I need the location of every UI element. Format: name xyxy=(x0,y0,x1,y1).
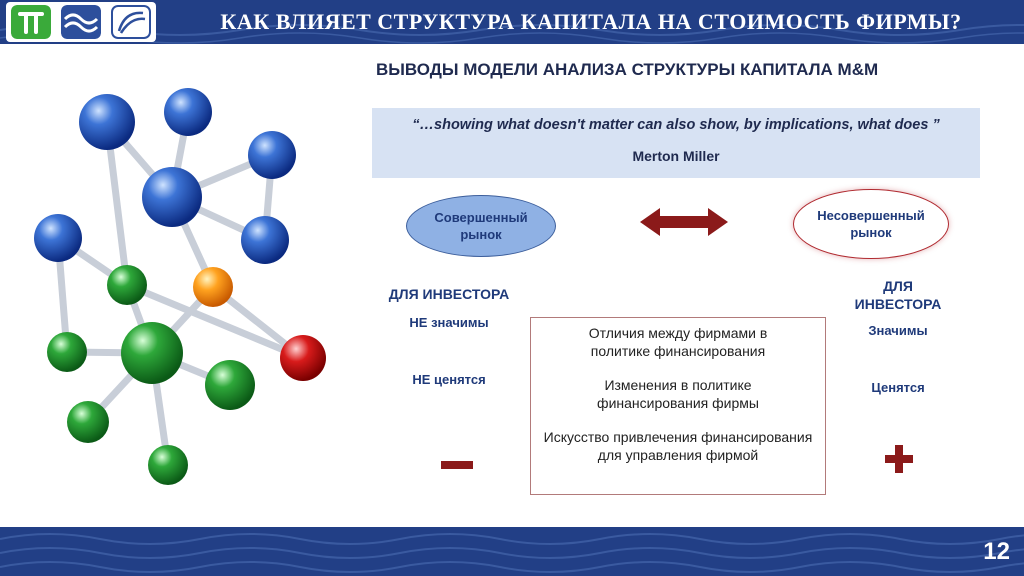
header-bar xyxy=(0,0,1024,44)
node-blue xyxy=(142,167,202,227)
node-blue xyxy=(241,216,289,264)
left-significance: НЕ значимы xyxy=(409,315,489,330)
node-red xyxy=(280,335,326,381)
right-investor-label: ДЛЯ ИНВЕСТОРА xyxy=(854,278,942,312)
left-valued: НЕ ценятся xyxy=(412,372,486,387)
imperfect-market-ellipse xyxy=(793,189,949,259)
node-green xyxy=(205,360,255,410)
node-green xyxy=(67,401,109,443)
plus-icon-vertical xyxy=(895,445,903,473)
quote-author: Merton Miller xyxy=(632,148,720,164)
node-blue xyxy=(34,214,82,262)
footer-wave-pattern xyxy=(0,527,1024,576)
footer-bar xyxy=(0,527,1024,576)
subtitle: ВЫВОДЫ МОДЕЛИ АНАЛИЗА СТРУКТУРЫ КАПИТАЛА M&M xyxy=(376,60,879,79)
node-green xyxy=(148,445,188,485)
node-blue xyxy=(164,88,212,136)
logo-group xyxy=(6,2,156,42)
node-orange xyxy=(193,267,233,307)
network-illustration xyxy=(20,80,340,500)
node-blue xyxy=(79,94,135,150)
imperfect-market-label: Несовершенный рынок xyxy=(817,208,925,240)
double-arrow-icon xyxy=(640,206,728,238)
right-significance: Значимы xyxy=(868,323,928,338)
node-green xyxy=(121,322,183,384)
page-number: 12 xyxy=(983,538,1010,565)
pi-logo-icon xyxy=(11,5,51,39)
center-item: Изменения в политике финансирования фирмы xyxy=(597,377,759,411)
node-green xyxy=(47,332,87,372)
minus-icon xyxy=(441,461,473,469)
quote-box xyxy=(372,108,980,178)
perfect-market-ellipse xyxy=(406,195,556,257)
node-green xyxy=(107,265,147,305)
left-investor-label: ДЛЯ ИНВЕСТОРА xyxy=(388,286,510,302)
center-box xyxy=(530,317,826,495)
quote-text: “…showing what doesn't matter can also show, by implications, what does ” xyxy=(412,117,940,133)
right-valued: Ценятся xyxy=(871,380,925,395)
perfect-market-label: Совершенный рынок xyxy=(434,210,528,242)
center-item: Отличия между фирмами в политике финансирования xyxy=(588,325,768,359)
swirl-logo-icon xyxy=(111,5,151,39)
slide-title: КАК ВЛИЯЕТ СТРУКТУРА КАПИТАЛА НА СТОИМОСТЬ ФИРМЫ? xyxy=(220,9,962,34)
node-blue xyxy=(248,131,296,179)
wave-logo-icon xyxy=(61,5,101,39)
center-item: Искусство привлечения финансирования для управления фирмой xyxy=(543,429,813,463)
